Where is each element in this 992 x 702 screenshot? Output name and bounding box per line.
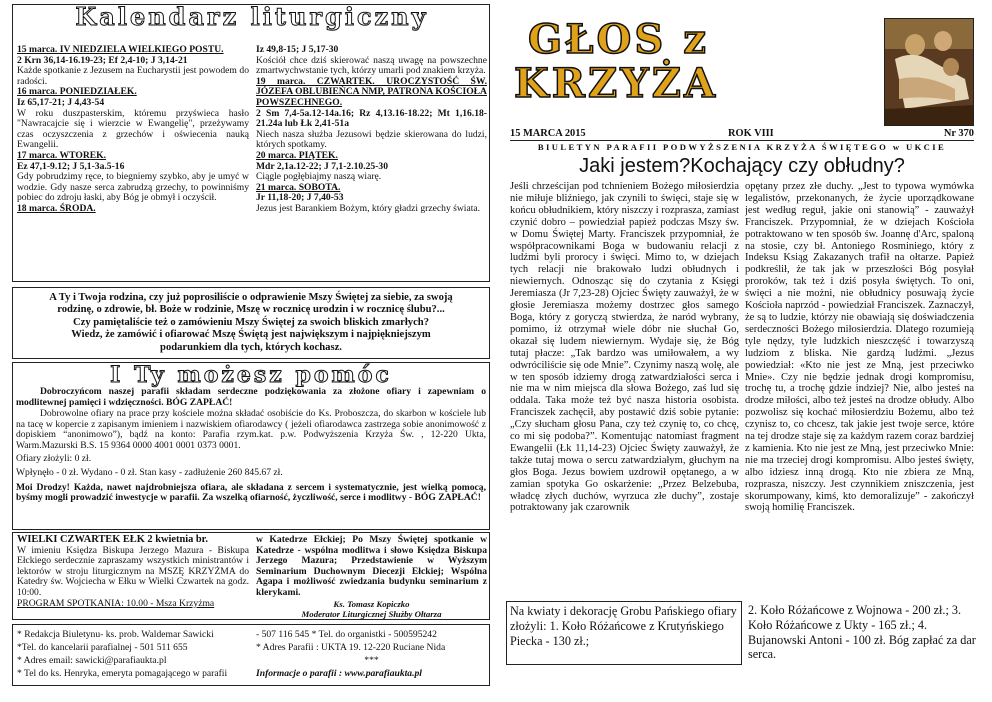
calendar-entry: W roku duszpasterskim, któremu przyświeca hasło "Nawracajcie się i wierzcie w Ewangelię", przeżywamy czas oczyszczenia z grzechów i oświecenia nauką Ewangelii. [17,107,249,151]
calendar-entry: Iz 65,17-21; J 4,43-54 [17,96,105,108]
mass-section [12,287,490,359]
signature-name: Ks. Tomasz Kopiczko [333,598,410,609]
calendar-entry: Mdr 2,1a.12-22; J 7,1-2.10.25-30 [256,160,388,172]
calendar-entry: Ciągle pogłębiajmy naszą wiarę. [256,171,382,183]
calendar-entry: 2 Krn 36,14-16.19-23; Ef 2,4-10; J 3,14-21 [17,54,188,66]
appeal: Moi Drodzy! Każda, nawet najdrobniejsza ofiara, ale składana z sercem i systematycznie, jest wielką pomocą, byśmy mogli prowadzić inwestycje w parafii. Za wszelką ofiarność, życzliwość, serce i modlitwy - BÓG ZAPŁAĆ! [16,481,486,504]
flowers-box [506,601,742,665]
footer-line: *Tel. do kancelarii parafialnej - 501 511 655 [17,642,188,653]
left-page [12,4,490,694]
mass-line: podarunkiem dla tych, których kochasz. [160,341,342,353]
flowers-column-2 [748,603,980,662]
calendar-title: Kalendarz liturgiczny [75,2,429,31]
right-page [506,4,982,694]
calendar-entry: 18 marca. ŚRODA. [17,202,96,214]
calendar-section [12,4,490,282]
thursday-title: WIELKI CZWARTEK EŁK 2 kwietnia br. [17,534,208,545]
article-text-1: Jeśli chrześcijan pod tchnieniem Bożego miłosierdzia nie miłuje bliźniego, jak czynili to święci, staje się w końcu obłudnikiem, który niszczy i rozprasza, zamiast czynić dobro – powiedział papież podczas Mszy św. w Domu Świętej Marty. Franciszek przypomniał, że współpracownikami Boga w budowaniu relacji z ludźmi byli prorocy i święci. Mimo to, w dziejach tych relacji nie brakowało ludzi obłudnych i niewiernych. Odnosząc się do czytania z Księgi Jeremiasza (Jr 7,23-28) Ojciec Święty zauważył, że w głosie Jeremiasza możemy dostrzec głos samego Boga, który z goryczą stwierdza, że naród wybrany, pomimo, iż otrzymał wiele dóbr nie słuchał Go, okazał się ludem niewiernym. Wydaje się, że Bóg tutaj płacze: „Tak bardzo was umiłowałem, a wy odwróciliście się ode Mnie”. Czynimy naszą wolę, ale w ten sposób idziemy drogą zatwardziałości serca i nie ma w nim miejsca dla słowa Bożego, zaś lud się oddala. Taka może też być nasza historia osobista. Franciszek zachęcił, aby postawić dziś sobie pytanie: „Czy słucham głosu Pana, czy też czynię to, co chcę, co mi się podoba?”. Komentując natomiast fragment Ewangelii (Łk 11,14-23) Ojciec Święty zauważył, że także tutaj mowa o sercu zatwardziałym, głuchym na głos Boga. Jezus bowiem uzdrowił opętanego, a w zamian spotyka Go oskarżenie: „Przez Belzebuba, władcę złych duchów, wyrzuca złe duchy”, zostaje potraktowany jak czarownik [510,181,739,514]
thursday-column-1 [17,535,249,609]
flowers-text-1: Na kwiaty i dekorację Grobu Pańskiego ofiary złożyli: 1. Koło Różańcowe z Krutyńskiego Piecka - 130 zł.; [510,604,737,648]
calendar-entry: Niech nasza służba Jezusowi będzie skierowana do ludzi, których spotkamy. [256,128,487,151]
calendar-entry: 15 marca. IV NIEDZIELA WIELKIEGO POSTU. [17,44,224,55]
footer-line: * Adres email: sawicki@parafiaukta.pl [17,655,167,666]
thursday-text: W imieniu Księdza Biskupa Jerzego Mazura - Biskupa Ełckiego serdecznie zapraszamy wszystkich ministrantów i lektorów w stroju liturgicznym na MSZĘ KRZYŻMA do Katedry św. Wojciecha w Ełku w Wielki Czwartek na godz. 10:00. [17,544,249,598]
footer-line: * Adres Parafii : UKTA 19. 12-220 Ruciane Nida [256,642,446,653]
masthead-line-1: GŁOS z [528,16,709,63]
footer-line: * Tel do ks. Henryka, emeryta pomagającego w parafii [17,668,228,679]
mass-line: rodzinę, o zdrowie, bł. Boże w rodzinie, Mszę w rocznicę urodzin i w rocznicę ślubu?... [57,304,445,316]
flowers-text-2: 2. Koło Różańcowe z Wojnowa - 200 zł.; 3. Koło Różańcowe z Ukty - 165 zł.; 4. Bujanowski Antoni - 100 zł. Bóg zapłać za dar serca. [748,603,976,662]
signature-role: Moderator Liturgicznej Służby Ołtarza [301,609,442,620]
mass-line: Czy pamiętaliście też o zamówieniu Mszy Świętej za swoich bliskich zmarłych? [72,316,429,328]
footer-line: * Redakcja Biuletynu- ks. prob. Waldemar Sawicki [17,629,214,640]
help-title: I Ty możesz pomóc [110,362,392,388]
calendar-entry: Kościół chce dziś skierować naszą uwagę na powszechne zmartwychwstanie tych, którzy umarli pod znakiem krzyża. [256,54,487,77]
calendar-entry: Każde spotkanie z Jezusem na Eucharystii jest powodem do radości. [17,65,249,87]
calendar-entry: 16 marca. PONIEDZIAŁEK. [17,86,137,98]
calendar-entry: Iz 49,8-15; J 5,17-30 [256,44,339,55]
offers-label: Ofiary złożyli: 0 zł. [16,452,92,464]
article-column-1 [510,181,739,601]
calendar-entry: Ez 47,1-9.12; J 5,1-3a.5-16 [17,160,125,172]
calendar-entry: Jezus jest Barankiem Bożym, który gładzi grzechy świata. [256,202,481,214]
calendar-entry: 20 marca. PIĄTEK. [256,149,338,161]
program-text: PROGRAM SPOTKANIA: 10.00 - Msza Krzyżma [17,597,215,609]
masthead [514,18,874,118]
calendar-entry: Jr 11,18-20; J 7,40-53 [256,192,344,204]
footer-column-2 [256,628,487,680]
painting-image [885,19,974,126]
masthead-line-2: KRZYŻA [514,60,718,107]
issue-bar [510,128,974,141]
calendar-entry: 21 marca. SOBOTA. [256,181,341,193]
bulletin-subtitle: BIULETYN PARAFII PODWYŻSZENIA KRZYŻA ŚWIĘTEGO w UKCIE [537,142,947,152]
mass-line: Wiedz, że zamówić i ofiarować Mszę Świętą jest największym i najpiękniejszym [71,329,431,341]
payments: Wpłynęło - 0 zł. Wydano - 0 zł. Stan kasy - zadłużenie 260 845.67 zł. [16,467,283,479]
mass-line: A Ty i Twoja rodzina, czy już poprosiliście o odprawienie Mszy Świętej za siebie, za swoją [49,292,453,303]
footer-contact [12,624,490,686]
calendar-column-2 [256,45,487,215]
footer-link[interactable]: Informacje o parafii : www.parafiaukta.pl [256,668,422,679]
thursday-text-2: w Katedrze Ełckiej; Po Mszy Świętej spotkanie w Katedrze - wspólna modlitwa i słowo Księdza Biskupa Jerzego Mazura; Przedstawienie w Wyższym Seminarium Duchownym Diecezji Ełckiej; Wspólna Agapa i możliwość zwiedzania budynku seminarium z klerykami. [256,534,487,598]
calendar-entry: Gdy pobrudzimy ręce, to biegniemy szybko, aby je umyć w wodzie. Gdy nasze serca zabrudzą grzechy, to powinniśmy pobiec do zdroju łaski, aby Bóg je obmył i oczyścił. [17,171,249,204]
issue-date: 15 MARCA 2015 [510,128,586,139]
thursday-section [12,532,490,620]
help-section [12,362,490,530]
article-column-2 [745,181,974,601]
article-title: Jaki jestem?Kochający czy obłudny? [579,155,905,177]
issue-number: Nr 370 [943,128,974,139]
thursday-column-2 [256,535,487,620]
article-text-2: opętany przez złe duchy. „Jest to typowa wymówka legalistów, przekonanych, że życie uporządkowane jest według reguł, jakie oni stanowią” - zauważył Franciszek. Przypomniał, że w dziejach Kościoła potraktowano w ten sposób św. Joannę d'Arc, spaloną na stosie, czy bł. Antoniego Rosminiego, który z Indeksu Ksiąg Zakazanych trafił na ołtarze. Papież podkreślił, że tak jak w przeszłości Bóg posyłał proroków, tak też i dziś posyła świętych. To oni, święci a nie możni, nie obłudnicy posuwają życie Kościoła naprzód - powiedział Franciszek. Zaznaczył, że są to ludzie, którzy nie obawiają się doświadczenia serdeczności Bożego miłosierdzia. Dlatego rozumieją tyle nędzy, tyle ludzkich nieszczęść i towarzyszą ludziom z bliska. Nie gardzą ludźmi. „Jezus powiedział: «Kto nie jest ze Mną, jest przeciwko Mnie». Czy nie będzie jednak drogi kompromisu, trochę tu, a trochę gdzie indziej? Nie, albo jesteś na drodze miłości, albo też jesteś na drodze obłudy. Albo pozwolisz się kochać miłosierdziu Bożemu, albo też czynisz to, co chcesz, tak jakie jest twoje serce, które na tej drodze staje się za każdym razem coraz bardziej z kamienia. Kto nie jest ze Mną, jest przeciwko Mnie: nie ma trzeciej drogi kompromisu. Albo jesteś święty, albo idziesz inną drogą. Kto nie zbiera ze Mną, rozprasza, niszczy. Jest czynnikiem zniszczenia, jest skorumpowany, kimś, kto demoralizuje” - zakończył swoją homilię Franciszek. [745,181,974,514]
calendar-entry: 17 marca. WTOREK. [17,149,107,161]
help-donations: Dobrowolne ofiary na prace przy kościele można składać osobiście do Ks. Proboszcza, do skarbon w kościele lub na tacę w kopercie z zapisanym imieniem i nazwiskiem ofiarodawcy ( jeżeli ofiarodawca zastrzega sobie anonimowość z dopiskiem “anonimowo”), bądź na konto: Parafia rzym.kat. p.w. Podwyższenia Krzyża Św. , 12-220 Ukta, Warm.Mazurski B.S. 15 9364 0000 4001 0001 0373 0001. [16,408,486,451]
program [17,599,249,610]
calendar-column-1 [17,45,249,215]
help-thanks: Dobroczyńcom naszej parafii składam serdeczne podziękowania za złożone ofiary i zapewniam o modlitewnej pamięci i wdzięczności. BÓG ZAPŁAĆ! [16,386,486,408]
calendar-entry: 19 marca. CZWARTEK. UROCZYSTOŚĆ ŚW. JÓZEFA OBLUBIEŃCA NMP, PATRONA KOŚCIOŁA POWSZECHNEGO. [256,75,487,108]
issue-year: ROK VIII [728,128,774,139]
calendar-entry: 2 Sm 7,4-5a.12-14a.16; Rz 4,13.16-18.22; Mt 1,16.18-21.24a lub Łk 2,41-51a [256,107,487,130]
footer-line: - 507 116 545 * Tel. do organistki - 500595242 [256,629,437,640]
lamentation-painting [884,18,974,126]
footer-line: *** [364,655,379,666]
footer-column-1 [17,628,249,680]
